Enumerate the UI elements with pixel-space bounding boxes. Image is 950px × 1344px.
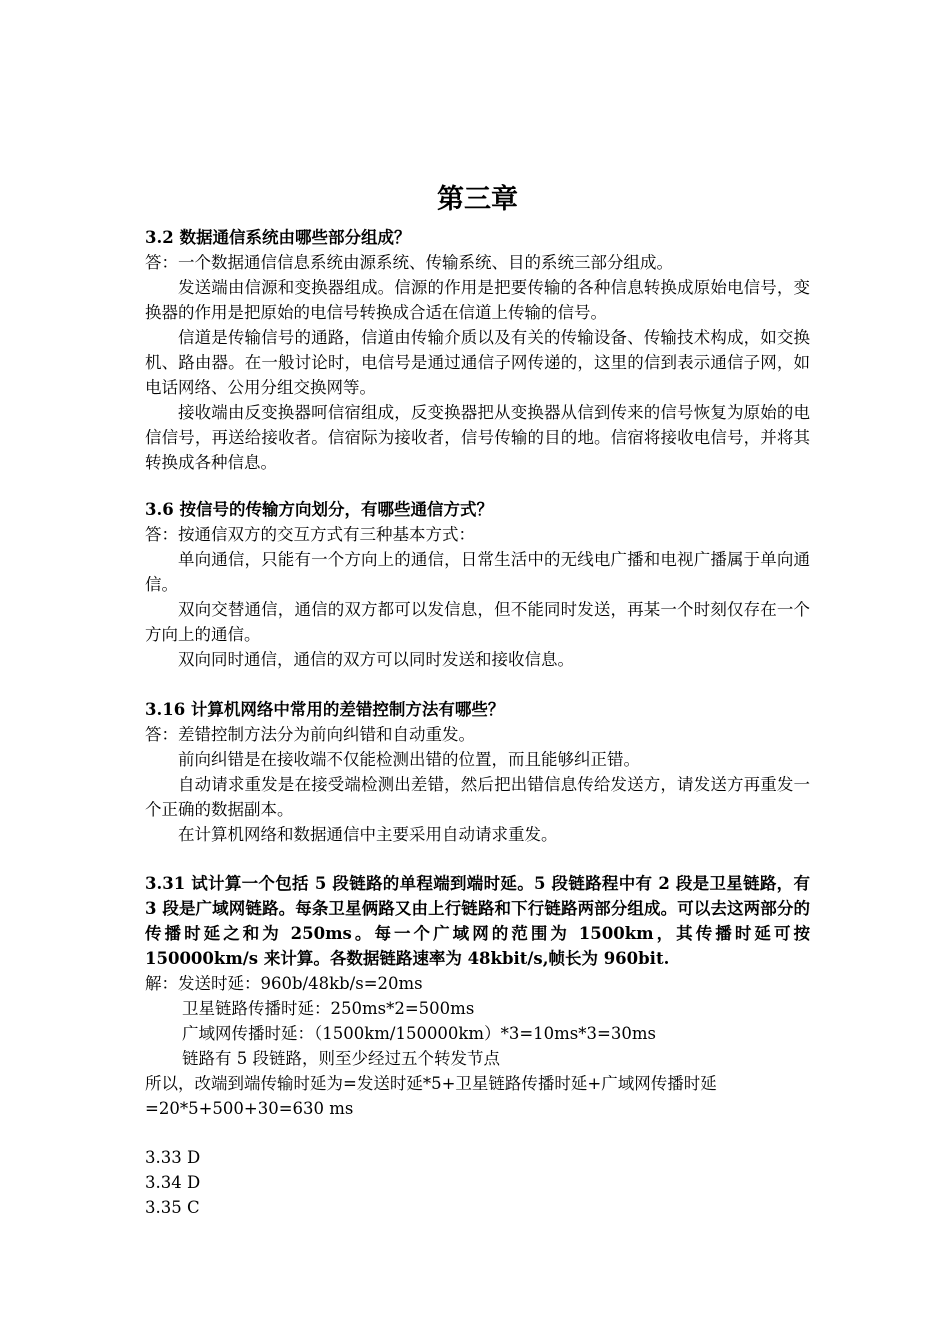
answer-paragraph: 信道是传输信号的通路，信道由传输介质以及有关的传输设备、传输技术构成，如交换机、路由器。在一般讨论时，电信号是通过通信子网传递的，这里的信到表示通信子网，如电话网络、公用分组交换网等。 — [145, 328, 810, 397]
solution-line: 链路有 5 段链路，则至少经过五个转发节点 — [182, 1049, 500, 1068]
question-block-3-2 — [145, 225, 810, 475]
chapter-title: 第三章 — [437, 184, 518, 215]
answer-paragraph: 答：差错控制方法分为前向纠错和自动重发。 — [145, 725, 475, 744]
answer-paragraph: 双向同时通信，通信的双方可以同时发送和接收信息。 — [178, 650, 574, 669]
answer-paragraph: 在计算机网络和数据通信中主要采用自动请求重发。 — [178, 825, 558, 844]
short-answers — [145, 1145, 810, 1220]
answer-paragraph: 双向交替通信，通信的双方都可以发信息，但不能同时发送，再某一个时刻仅存在一个方向上的通信。 — [145, 600, 810, 644]
solution-line: 卫星链路传播时延：250ms*2=500ms — [182, 999, 475, 1018]
question-heading: 3.31 试计算一个包括 5 段链路的单程端到端时延。5 段链路程中有 2 段是卫星链路，有 3 段是广域网链路。每条卫星俩路又由上行链路和下行链路两部分组成。可以去这两部分的传播时延之和为 250ms。每一个广域网的范围为 1500km，其传播时延可按 150000km/s 来计算。各数据链路速率为 48kbit/s,帧长为 960bit. — [145, 874, 810, 968]
solution-line: 解：发送时延：960b/48kb/s=20ms — [145, 974, 423, 993]
question-block-3-31 — [145, 871, 810, 1121]
short-answer-item: 3.35 C — [145, 1198, 200, 1217]
solution-line: 所以，改端到端传输时延为=发送时延*5+卫星链路传播时延+广域网传播时延=20*5+500+30=630 ms — [145, 1074, 717, 1118]
question-heading: 3.6 按信号的传输方向划分，有哪些通信方式？ — [145, 500, 493, 519]
answer-paragraph: 答：一个数据通信信息系统由源系统、传输系统、目的系统三部分组成。 — [145, 253, 673, 272]
question-block-3-16 — [145, 697, 810, 847]
answer-paragraph: 自动请求重发是在接受端检测出差错，然后把出错信息传给发送方，请发送方再重发一个正确的数据副本。 — [145, 775, 810, 819]
answer-paragraph: 接收端由反变换器呵信宿组成，反变换器把从变换器从信到传来的信号恢复为原始的电信信号，再送给接收者。信宿际为接收者，信号传输的目的地。信宿将接收电信号，并将其转换成各种信息。 — [145, 403, 810, 472]
answer-paragraph: 单向通信，只能有一个方向上的通信，日常生活中的无线电广播和电视广播属于单向通信。 — [145, 550, 810, 594]
answer-paragraph: 发送端由信源和变换器组成。信源的作用是把要传输的各种信息转换成原始电信号，变换器的作用是把原始的电信号转换成合适在信道上传输的信号。 — [145, 278, 810, 322]
question-heading: 3.16 计算机网络中常用的差错控制方法有哪些？ — [145, 700, 505, 719]
question-block-3-6 — [145, 497, 810, 672]
answer-paragraph: 答：按通信双方的交互方式有三种基本方式： — [145, 525, 475, 544]
question-heading: 3.2 数据通信系统由哪些部分组成？ — [145, 228, 411, 247]
solution-line: 广域网传播时延：（1500km/150000km）*3=10ms*3=30ms — [182, 1024, 656, 1043]
short-answer-item: 3.34 D — [145, 1173, 201, 1192]
short-answer-item: 3.33 D — [145, 1148, 201, 1167]
answer-paragraph: 前向纠错是在接收端不仅能检测出错的位置，而且能够纠正错。 — [178, 750, 640, 769]
